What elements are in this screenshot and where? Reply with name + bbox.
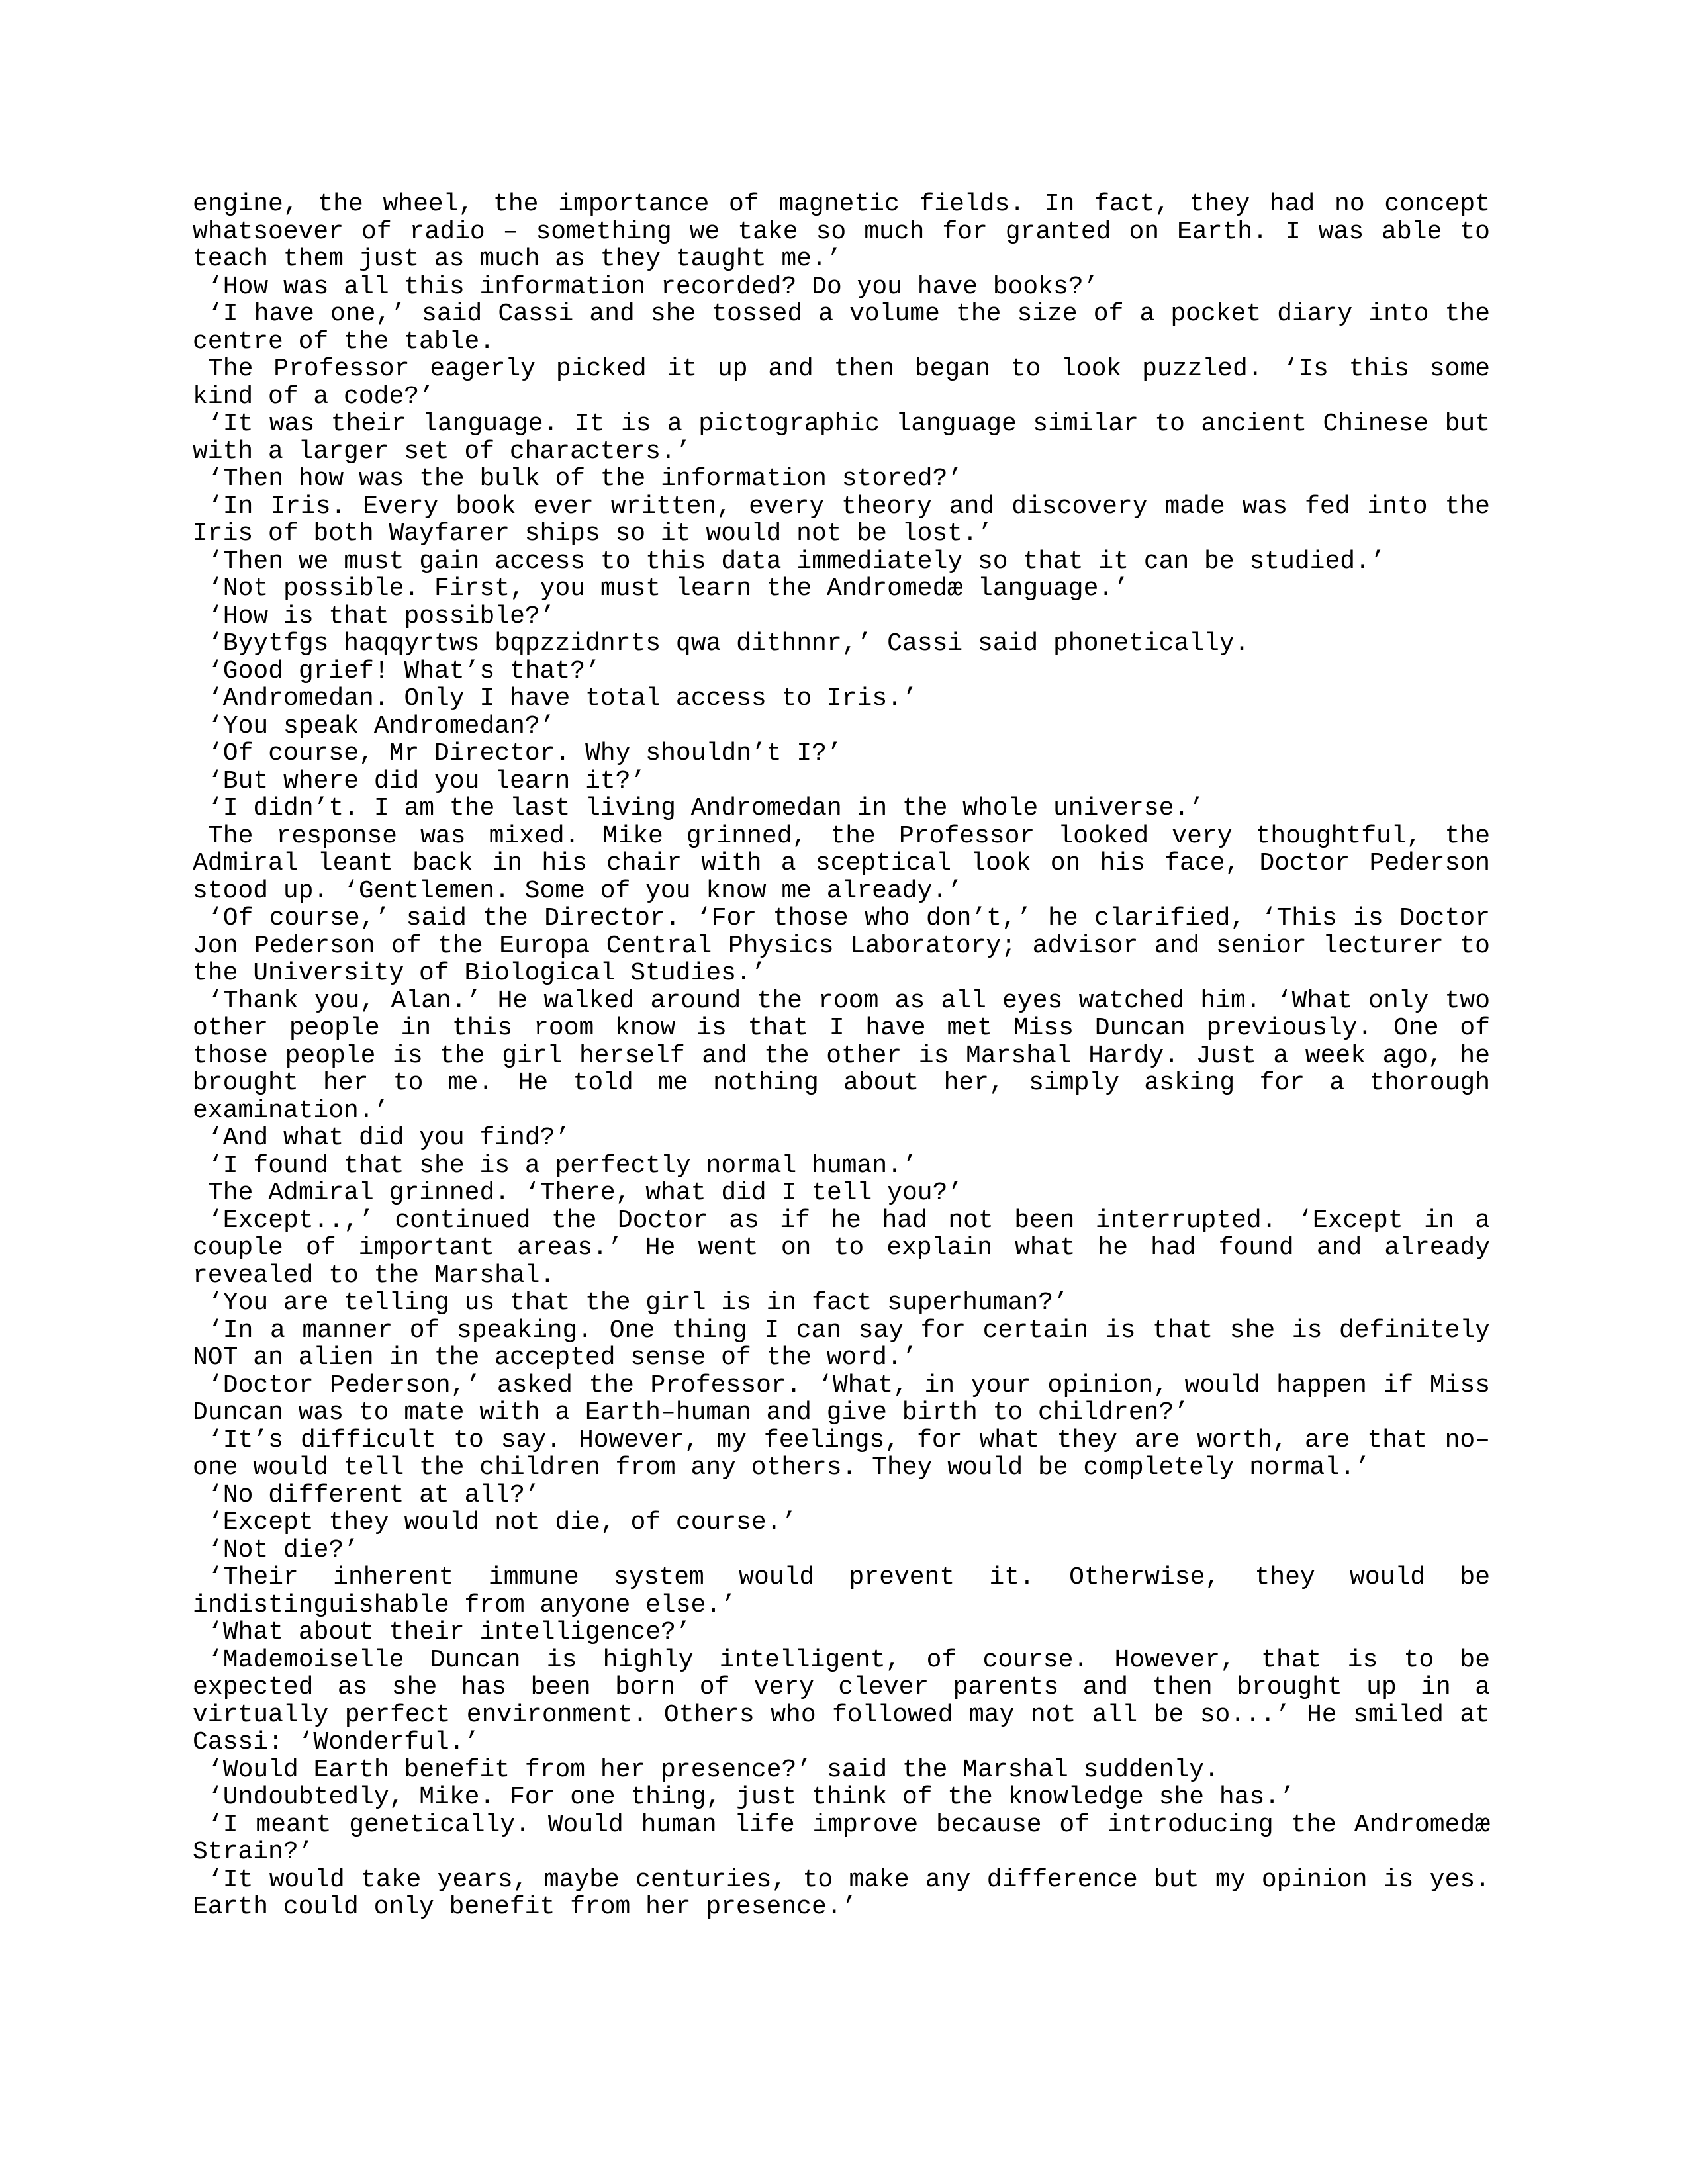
paragraph: engine, the wheel, the importance of magnetic fields. In fact, they had no concept whatsoever of radio – something we take so much for granted on Earth. I was able to teach them just as much as they taught me.’ — [193, 190, 1490, 273]
paragraph: ‘And what did you find?’ — [208, 1124, 571, 1152]
paragraph: ‘I have one,’ said Cassi and she tossed a volume the size of a pocket diary into the centre of the table. — [193, 300, 1490, 356]
paragraph: ‘Their inherent immune system would prevent it. Otherwise, they would be indistinguishable from anyone else.’ — [193, 1563, 1490, 1619]
paragraph: ‘Of course, Mr Director. Why shouldn’t I?’ — [208, 739, 842, 768]
paragraph: ‘No different at all?’ — [208, 1480, 540, 1510]
paragraph: The Admiral grinned. ‘There, what did I tell you?’ — [208, 1179, 963, 1207]
paragraph: ‘You speak Andromedan?’ — [208, 711, 555, 741]
paragraph: The Professor eagerly picked it up and then began to look puzzled. ‘Is this some kind of a code?’ — [193, 355, 1490, 411]
paragraph: ‘Not possible. First, you must learn the Andromedæ language.’ — [208, 574, 1129, 603]
paragraph: ‘Thank you, Alan.’ He walked around the room as all eyes watched him. ‘What only two other people in this room know is that I have met Miss Duncan previously. One of those people is the girl herself and the other is Marshal Hardy. Just a week ago, he brought her to me. He told me nothing about her, simply asking for a thorough examination.’ — [193, 986, 1490, 1125]
paragraph: ‘Doctor Pederson,’ asked the Professor. ‘What, in your opinion, would happen if Miss Duncan was to mate with a Earth–human and give birth to children?’ — [193, 1371, 1490, 1427]
paragraph: The response was mixed. Mike grinned, the Professor looked very thoughtful, the Admiral leant back in his chair with a sceptical look on his face, Doctor Pederson stood up. ‘Gentlemen. Some of you know me already.’ — [193, 821, 1490, 905]
paragraph: ‘It was their language. It is a pictographic language similar to ancient Chinese but with a larger set of characters.’ — [193, 410, 1490, 466]
paragraph: ‘Andromedan. Only I have total access to Iris.’ — [208, 684, 917, 713]
paragraph: ‘In Iris. Every book ever written, every theory and discovery made was fed into the Iris of both Wayfarer ships so it would not be lost.’ — [193, 492, 1490, 548]
paragraph: ‘Mademoiselle Duncan is highly intelligent, of course. However, that is to be expected as she has been born of very clever parents and then brought up in a virtually perfect environment. Others who followed may not all be so...’ He smiled at Cassi: ‘Wonderful.’ — [193, 1645, 1490, 1756]
paragraph: ‘It would take years, maybe centuries, to make any difference but my opinion is yes. Earth could only benefit from her presence.’ — [193, 1865, 1490, 1921]
paragraph: ‘Not die?’ — [208, 1535, 359, 1565]
paragraph: ‘How was all this information recorded? Do you have books?’ — [208, 272, 1099, 301]
paragraph: ‘I meant genetically. Would human life improve because of introducing the Andromedæ Strain?’ — [193, 1810, 1490, 1866]
paragraph: ‘Undoubtedly, Mike. For one thing, just think of the knowledge she has.’ — [208, 1783, 1295, 1811]
paragraph: ‘Except..,’ continued the Doctor as if he had not been interrupted. ‘Except in a couple of important areas.’ He went on to explain what he had found and already revealed to the Marshal. — [193, 1206, 1490, 1290]
paragraph: ‘Then we must gain access to this data immediately so that it can be studied.’ — [208, 547, 1385, 576]
paragraph: ‘Then how was the bulk of the information stored?’ — [208, 465, 963, 493]
paragraph: ‘In a manner of speaking. One thing I can say for certain is that she is definitely NOT an alien in the accepted sense of the word.’ — [193, 1316, 1490, 1372]
paragraph: ‘I didn’t. I am the last living Andromedan in the whole universe.’ — [208, 794, 1205, 823]
paragraph: ‘Good grief! What’s that?’ — [208, 657, 600, 686]
paragraph: ‘What about their intelligence?’ — [208, 1618, 691, 1647]
paragraph: ‘Would Earth benefit from her presence?’ said the Marshal suddenly. — [208, 1755, 1219, 1784]
paragraph: ‘But where did you learn it?’ — [208, 766, 646, 796]
body-text — [193, 191, 1490, 1921]
paragraph: ‘How is that possible?’ — [208, 602, 555, 631]
paragraph: ‘It’s difficult to say. However, my feelings, for what they are worth, are that no–one would tell the children from any others. They would be completely normal.’ — [193, 1426, 1490, 1482]
paragraph: ‘You are telling us that the girl is in fact superhuman?’ — [208, 1289, 1068, 1317]
paragraph: ‘Of course,’ said the Director. ‘For those who don’t,’ he clarified, ‘This is Doctor Jon Pederson of the Europa Central Physics Laboratory; advisor and senior lecturer to the University of Biological Studies.’ — [193, 904, 1490, 987]
paragraph: ‘I found that she is a perfectly normal human.’ — [208, 1151, 917, 1180]
paragraph: ‘Byytfgs haqqyrtws bqpzzidnrts qwa dithnnr,’ Cassi said phonetically. — [208, 629, 1250, 658]
paragraph: ‘Except they would not die, of course.’ — [208, 1508, 797, 1537]
